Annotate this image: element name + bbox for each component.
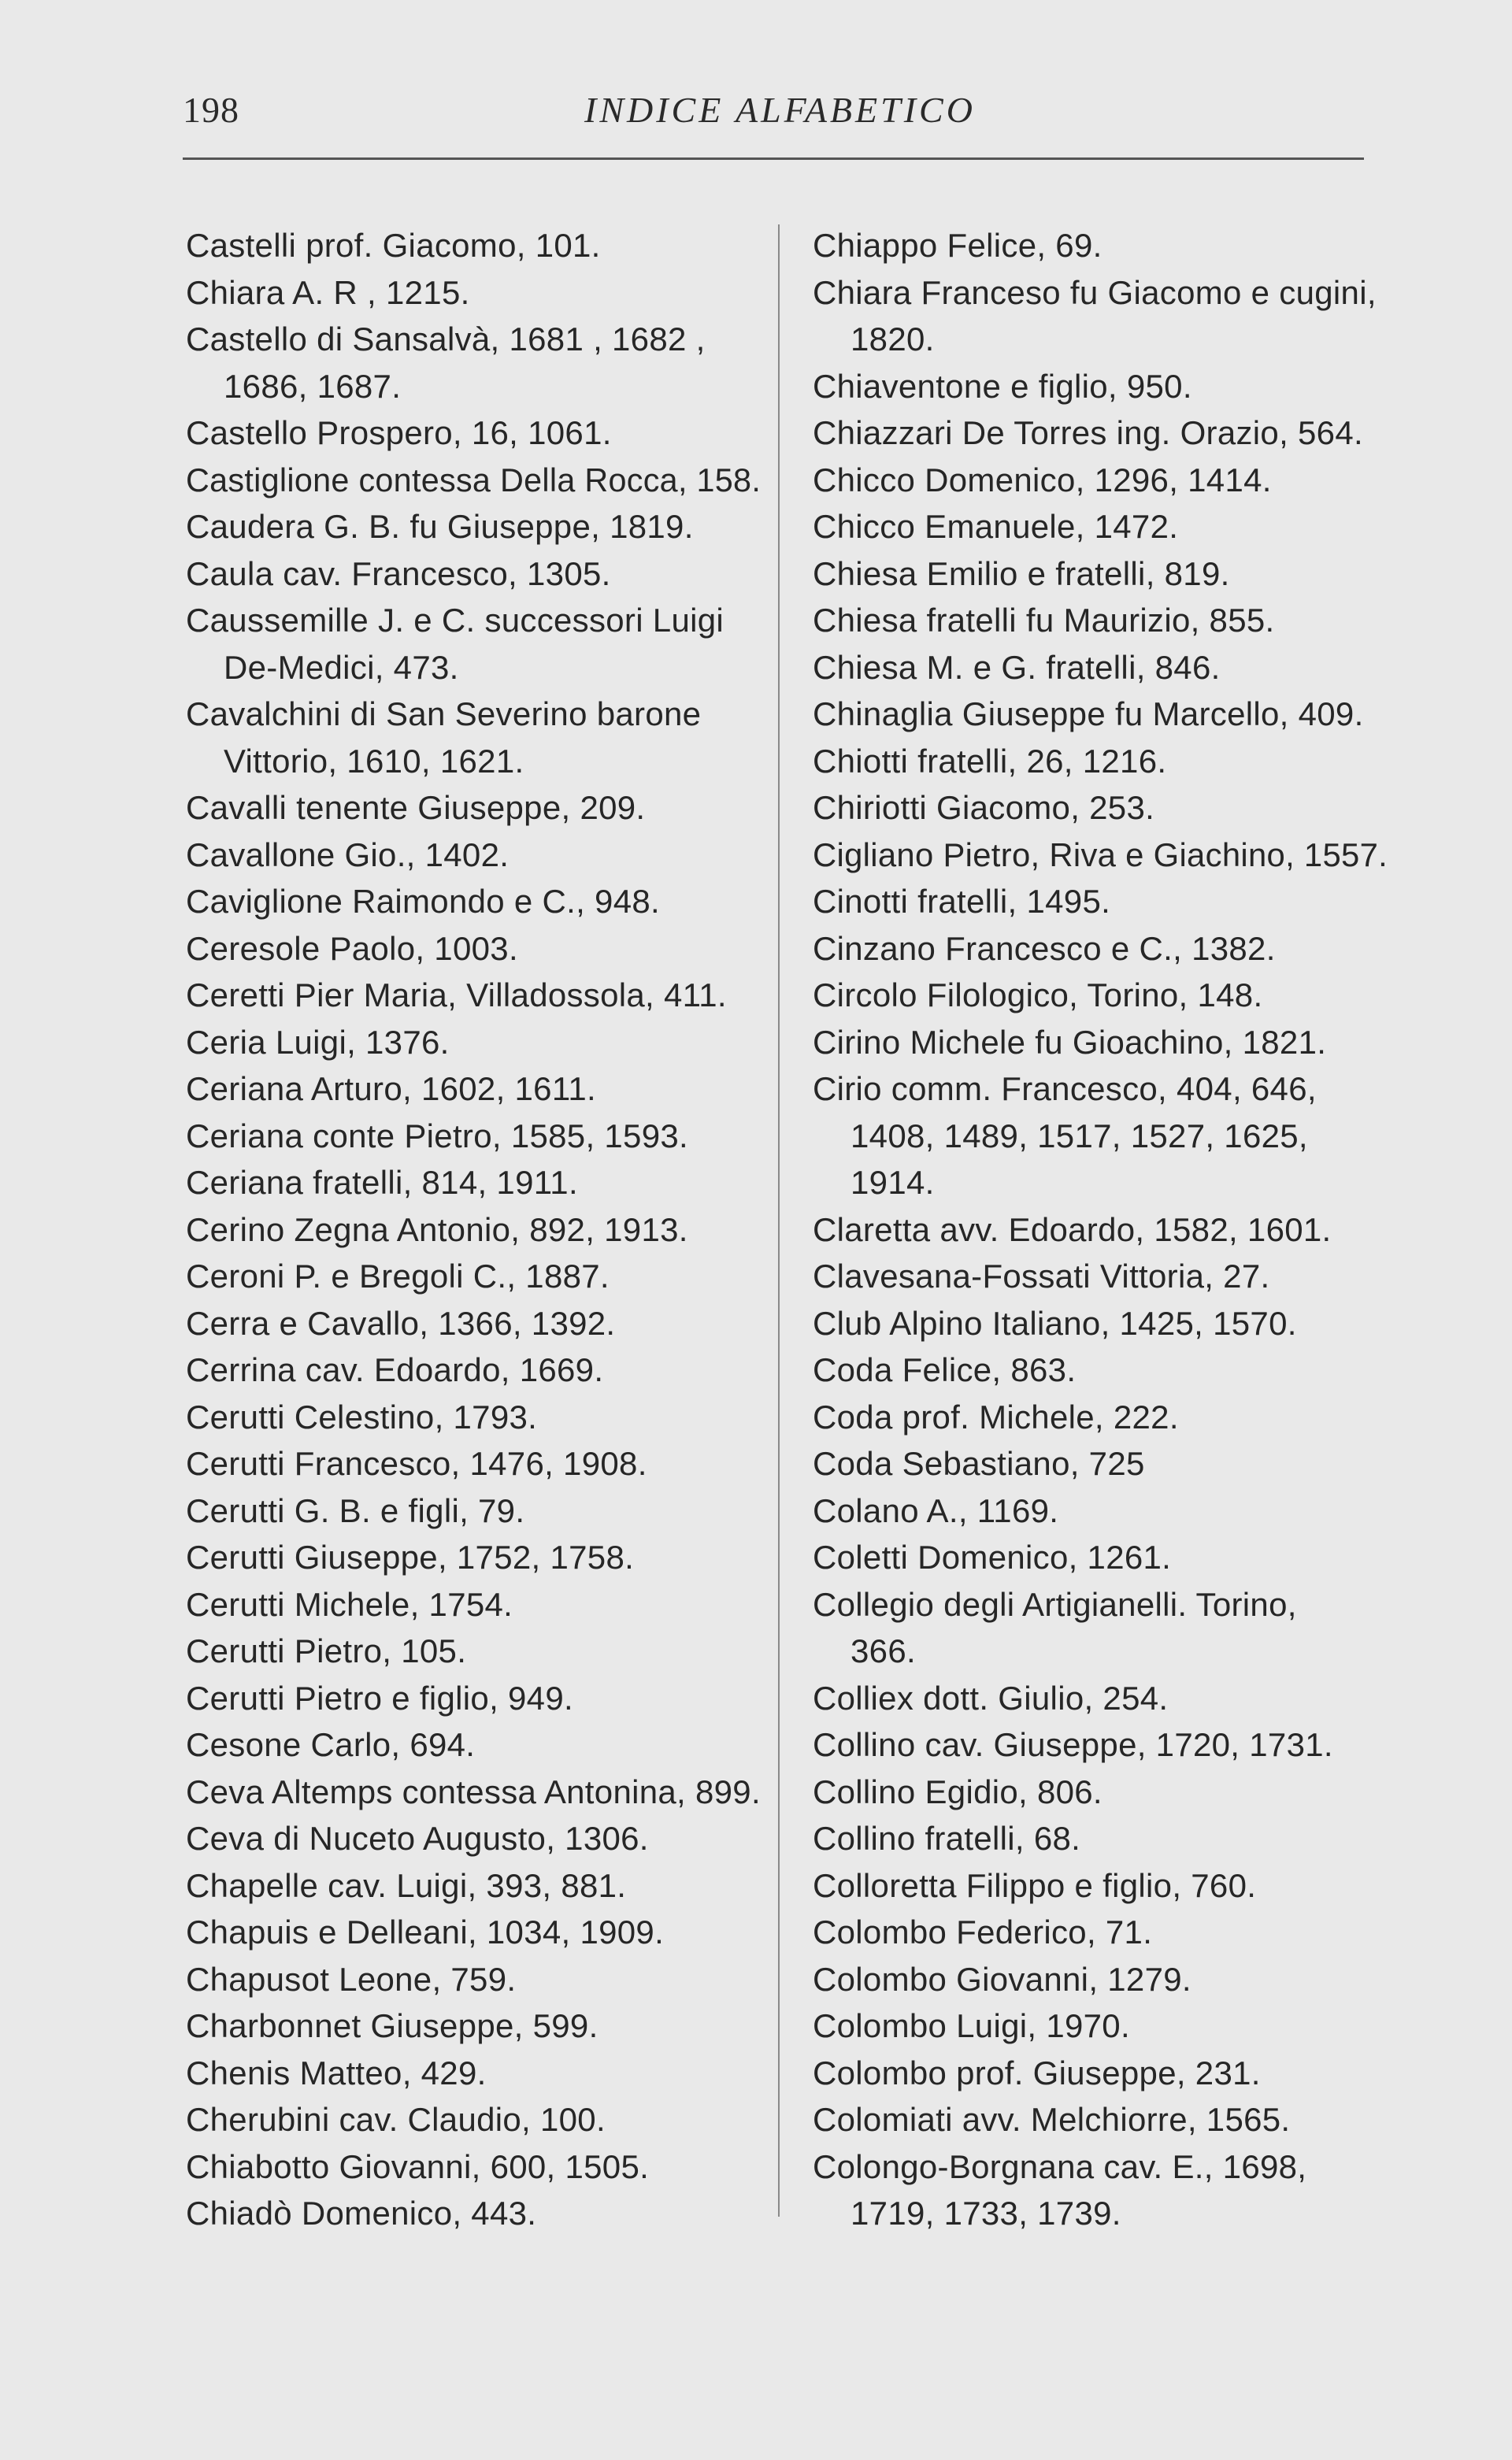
index-entry: Chiriotti Giacomo, 253. [813,789,1155,826]
index-entry: Cherubini cav. Claudio, 100. [186,2101,606,2138]
index-entry: Chiesa fratelli fu Maurizio, 855. [813,602,1275,639]
index-entry-continuation: 1719, 1733, 1739. [850,2195,1121,2232]
index-entry: Collino cav. Giuseppe, 1720, 1731. [813,1726,1333,1763]
index-entry: Castello Prospero, 16, 1061. [186,414,612,451]
index-entry: Ceroni P. e Bregoli C., 1887. [186,1258,610,1295]
index-entry: Chiappo Felice, 69. [813,227,1102,264]
page-number: 198 [183,90,239,130]
index-entry: Clavesana-Fossati Vittoria, 27. [813,1258,1270,1295]
index-entry: Cigliano Pietro, Riva e Giachino, 1557. [813,835,1388,873]
index-column-right [813,222,1388,2237]
index-entry: Ceresole Paolo, 1003. [186,929,518,967]
index-entry: Colombo Giovanni, 1279. [813,1960,1191,1998]
index-entry: Colano A., 1169. [813,1491,1059,1529]
index-entry-continuation: 1820. [850,320,935,358]
index-entry: Ceva di Nuceto Augusto, 1306. [186,1820,649,1857]
index-entry: Castiglione contessa Della Rocca, 158. [186,461,762,498]
index-entry: Cinzano Francesco e C., 1382. [813,929,1276,967]
index-entry: Cirio comm. Francesco, 404, 646, [813,1070,1317,1107]
index-column-left [186,222,761,2237]
index-entry: Ceriana Arturo, 1602, 1611. [186,1070,597,1107]
index-entry: Coda Felice, 863. [813,1351,1077,1388]
index-entry: Cerino Zegna Antonio, 892, 1913. [186,1210,688,1248]
index-entry: Cinotti fratelli, 1495. [813,883,1111,920]
index-entry: Cerra e Cavallo, 1366, 1392. [186,1304,616,1342]
index-entry: Cesone Carlo, 694. [186,1726,476,1763]
index-entry: Caula cav. Francesco, 1305. [186,554,611,592]
index-entry: Chiaventone e figlio, 950. [813,367,1192,405]
index-entry: Ceretti Pier Maria, Villadossola, 411. [186,976,727,1013]
index-entry: Chiesa M. e G. fratelli, 846. [813,648,1221,686]
index-entry: Ceriana fratelli, 814, 1911. [186,1164,578,1201]
index-entry: Chiotti fratelli, 26, 1216. [813,742,1167,780]
index-entry: Caussemille J. e C. successori Luigi [186,602,724,639]
header-rule [183,157,1364,160]
index-entry: Castello di Sansalvà, 1681 , 1682 , [186,320,706,358]
index-entry: Club Alpino Italiano, 1425, 1570. [813,1304,1297,1342]
index-entry-continuation: 366. [850,1632,916,1669]
running-title: INDICE ALFABETICO [584,90,976,130]
column-divider [778,224,780,2217]
index-entry: Colombo Federico, 71. [813,1914,1153,1951]
index-entry: Cerutti Michele, 1754. [186,1585,513,1623]
index-entry: Chicco Domenico, 1296, 1414. [813,461,1272,498]
index-entry: Chiesa Emilio e fratelli, 819. [813,554,1230,592]
index-entry: Cerutti Pietro, 105. [186,1632,467,1669]
index-entry: Circolo Filologico, Torino, 148. [813,976,1263,1013]
index-entry: Chapelle cav. Luigi, 393, 881. [186,1866,627,1904]
index-entry: Castelli prof. Giacomo, 101. [186,227,601,264]
index-entry-continuation: Vittorio, 1610, 1621. [224,742,524,780]
index-entry: Colombo Luigi, 1970. [813,2007,1130,2044]
index-entry: Cavalli tenente Giuseppe, 209. [186,789,646,826]
index-entry: Ceria Luigi, 1376. [186,1023,450,1061]
index-entry: Ceva Altemps contessa Antonina, 899. [186,1773,761,1810]
index-entry: Chicco Emanuele, 1472. [813,508,1179,545]
index-entry: Caviglione Raimondo e C., 948. [186,883,661,920]
index-entry: Coda Sebastiano, 725 [813,1445,1145,1482]
index-entry: Colombo prof. Giuseppe, 231. [813,2054,1261,2091]
index-entry: Coda prof. Michele, 222. [813,1398,1179,1436]
index-entry-continuation: De-Medici, 473. [224,648,459,686]
index-entry: Collino fratelli, 68. [813,1820,1081,1857]
index-entry: Chiazzari De Torres ing. Orazio, 564. [813,414,1363,451]
index-entry-continuation: 1408, 1489, 1517, 1527, 1625, [850,1117,1308,1154]
index-entry: Collino Egidio, 806. [813,1773,1102,1810]
index-entry: Chiadò Domenico, 443. [186,2195,537,2232]
index-entry: Cerutti Pietro e figlio, 949. [186,1679,573,1717]
index-entry: Cirino Michele fu Gioachino, 1821. [813,1023,1327,1061]
index-entry: Colloretta Filippo e figlio, 760. [813,1866,1257,1904]
index-entry: Chapuis e Delleani, 1034, 1909. [186,1914,665,1951]
index-entry: Claretta avv. Edoardo, 1582, 1601. [813,1210,1332,1248]
index-entry: Colomiati avv. Melchiorre, 1565. [813,2101,1291,2138]
index-entry: Collegio degli Artigianelli. Torino, [813,1585,1297,1623]
index-entry: Coletti Domenico, 1261. [813,1539,1172,1576]
index-entry: Cavalchini di San Severino barone [186,695,702,732]
index-entry: Chinaglia Giuseppe fu Marcello, 409. [813,695,1364,732]
index-entry: Caudera G. B. fu Giuseppe, 1819. [186,508,694,545]
index-entry: Chiara A. R , 1215. [186,273,470,311]
index-entry: Ceriana conte Pietro, 1585, 1593. [186,1117,688,1154]
index-entry: Cerutti Francesco, 1476, 1908. [186,1445,647,1482]
index-entry: Chapusot Leone, 759. [186,1960,517,1998]
index-entry: Charbonnet Giuseppe, 599. [186,2007,598,2044]
index-entry-continuation: 1686, 1687. [224,367,402,405]
index-entry: Chiabotto Giovanni, 600, 1505. [186,2147,650,2185]
index-entry: Chiara Franceso fu Giacomo e cugini, [813,273,1377,311]
index-entry-continuation: 1914. [850,1164,935,1201]
index-entry: Cerrina cav. Edoardo, 1669. [186,1351,604,1388]
page-header [183,83,1364,146]
index-entry: Cavallone Gio., 1402. [186,835,510,873]
index-entry: Cerutti Celestino, 1793. [186,1398,538,1436]
index-entry: Colliex dott. Giulio, 254. [813,1679,1169,1717]
index-entry: Cerutti G. B. e figli, 79. [186,1491,525,1529]
index-entry: Colongo-Borgnana cav. E., 1698, [813,2147,1307,2185]
index-entry: Cerutti Giuseppe, 1752, 1758. [186,1539,635,1576]
index-entry: Chenis Matteo, 429. [186,2054,487,2091]
